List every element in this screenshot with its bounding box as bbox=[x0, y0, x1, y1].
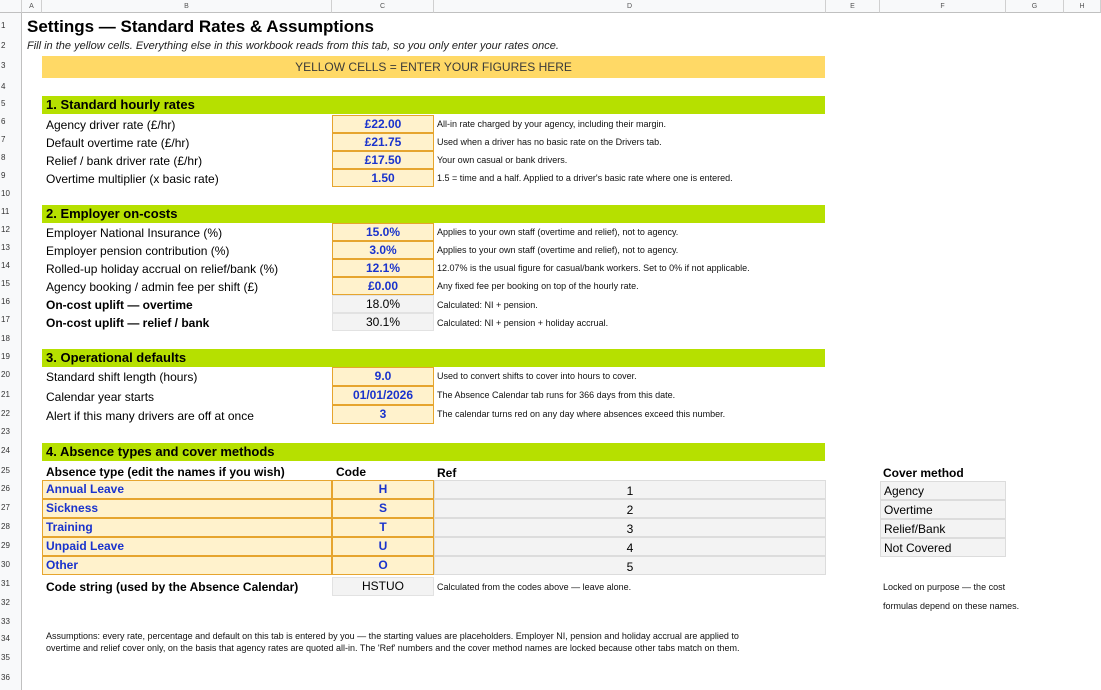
input-employer-pension[interactable]: 3.0% bbox=[332, 241, 434, 259]
row-number[interactable]: 8 bbox=[1, 153, 6, 162]
row-number[interactable]: 34 bbox=[1, 634, 10, 643]
row-number[interactable]: 18 bbox=[1, 334, 10, 343]
col-header-a[interactable]: A bbox=[22, 0, 42, 13]
absence-ref-training: 3 bbox=[434, 518, 826, 537]
note-shift-length: Used to convert shifts to cover into hours to cover. bbox=[437, 371, 637, 381]
col-header-e[interactable]: E bbox=[826, 0, 880, 13]
note-overtime-multiplier: 1.5 = time and a half. Applied to a driver's basic rate where one is entered. bbox=[437, 173, 733, 183]
input-calendar-start[interactable]: 01/01/2026 bbox=[332, 386, 434, 405]
label-overtime-rate: Default overtime rate (£/hr) bbox=[46, 136, 190, 150]
row-number[interactable]: 24 bbox=[1, 446, 10, 455]
row-number[interactable]: 33 bbox=[1, 617, 10, 626]
col-header-d[interactable]: D bbox=[434, 0, 826, 13]
label-uplift-relief: On-cost uplift — relief / bank bbox=[46, 316, 210, 330]
label-overtime-multiplier: Overtime multiplier (x basic rate) bbox=[46, 172, 219, 186]
absence-name-annual-leave[interactable]: Annual Leave bbox=[42, 480, 332, 499]
section-heading-absence: 4. Absence types and cover methods bbox=[42, 443, 825, 461]
label-employer-ni: Employer National Insurance (%) bbox=[46, 226, 223, 240]
col-title-ref: Ref bbox=[437, 466, 457, 480]
absence-code-other[interactable]: O bbox=[332, 556, 434, 575]
row-number[interactable]: 25 bbox=[1, 466, 10, 475]
absence-code-unpaid-leave[interactable]: U bbox=[332, 537, 434, 556]
value-uplift-overtime[interactable]: 18.0% bbox=[332, 295, 434, 313]
note-calendar-start: The Absence Calendar tab runs for 366 days from this date. bbox=[437, 390, 676, 400]
row-number[interactable]: 13 bbox=[1, 243, 10, 252]
row-number[interactable]: 20 bbox=[1, 370, 10, 379]
row-number[interactable]: 17 bbox=[1, 315, 10, 324]
row-number[interactable]: 26 bbox=[1, 484, 10, 493]
label-relief-rate: Relief / bank driver rate (£/hr) bbox=[46, 154, 203, 168]
cover-method-agency: Agency bbox=[880, 481, 1006, 500]
section-heading-oncosts: 2. Employer on-costs bbox=[42, 205, 825, 223]
absence-ref-other: 5 bbox=[434, 556, 826, 575]
col-header-g[interactable]: G bbox=[1006, 0, 1064, 13]
note-relief-rate: Your own casual or bank drivers. bbox=[437, 155, 568, 165]
note-alert-threshold: The calendar turns red on any day where absences exceed this number. bbox=[437, 409, 726, 419]
row-number[interactable]: 5 bbox=[1, 99, 6, 108]
note-employer-ni: Applies to your own staff (overtime and relief), not to agency. bbox=[437, 227, 679, 237]
note-uplift-relief: Calculated: NI + pension + holiday accrual. bbox=[437, 318, 609, 328]
absence-name-unpaid-leave[interactable]: Unpaid Leave bbox=[42, 537, 332, 556]
row-number[interactable]: 10 bbox=[1, 189, 10, 198]
assumptions-line-2: overtime and relief cover only, on the basis that agency rates are quoted all-in. The 'Ref' numbers and the cover method names are locked because other tabs match on them. bbox=[46, 643, 740, 653]
row-number[interactable]: 4 bbox=[1, 82, 6, 91]
row-number[interactable]: 21 bbox=[1, 390, 10, 399]
row-number[interactable]: 9 bbox=[1, 171, 6, 180]
row-number[interactable]: 30 bbox=[1, 560, 10, 569]
value-uplift-relief[interactable]: 30.1% bbox=[332, 313, 434, 331]
note-locked-line-2: formulas depend on these names. bbox=[883, 601, 1020, 611]
absence-code-annual-leave[interactable]: H bbox=[332, 480, 434, 499]
row-number[interactable]: 3 bbox=[1, 61, 6, 70]
cover-method-relief-bank: Relief/Bank bbox=[880, 519, 1006, 538]
note-agency-fee: Any fixed fee per booking on top of the hourly rate. bbox=[437, 281, 639, 291]
absence-ref-annual-leave: 1 bbox=[434, 480, 826, 499]
note-employer-pension: Applies to your own staff (overtime and relief), not to agency. bbox=[437, 245, 679, 255]
input-alert-threshold[interactable]: 3 bbox=[332, 405, 434, 424]
note-locked-line-1: Locked on purpose — the cost bbox=[883, 582, 1006, 592]
input-relief-rate[interactable]: £17.50 bbox=[332, 151, 434, 169]
col-header-f[interactable]: F bbox=[880, 0, 1006, 13]
note-code-string: Calculated from the codes above — leave alone. bbox=[437, 582, 632, 592]
input-overtime-rate[interactable]: £21.75 bbox=[332, 133, 434, 151]
input-employer-ni[interactable]: 15.0% bbox=[332, 223, 434, 241]
note-uplift-overtime: Calculated: NI + pension. bbox=[437, 300, 538, 310]
input-agency-fee[interactable]: £0.00 bbox=[332, 277, 434, 295]
absence-ref-sickness: 2 bbox=[434, 499, 826, 518]
cover-method-not-covered: Not Covered bbox=[880, 538, 1006, 557]
page-title: Settings — Standard Rates & Assumptions bbox=[27, 17, 374, 36]
label-shift-length: Standard shift length (hours) bbox=[46, 370, 198, 384]
absence-code-training[interactable]: T bbox=[332, 518, 434, 537]
absence-name-training[interactable]: Training bbox=[42, 518, 332, 537]
col-header-h[interactable]: H bbox=[1064, 0, 1101, 13]
row-number[interactable]: 32 bbox=[1, 598, 10, 607]
row-number[interactable]: 35 bbox=[1, 653, 10, 662]
absence-ref-unpaid-leave: 4 bbox=[434, 537, 826, 556]
row-number[interactable]: 11 bbox=[1, 207, 10, 216]
instruction-banner: YELLOW CELLS = ENTER YOUR FIGURES HERE bbox=[42, 56, 825, 78]
input-agency-rate[interactable]: £22.00 bbox=[332, 115, 434, 133]
label-agency-rate: Agency driver rate (£/hr) bbox=[46, 118, 176, 132]
row-number[interactable]: 27 bbox=[1, 503, 10, 512]
cover-method-overtime: Overtime bbox=[880, 500, 1006, 519]
row-number[interactable]: 28 bbox=[1, 522, 10, 531]
absence-name-sickness[interactable]: Sickness bbox=[42, 499, 332, 518]
row-number[interactable]: 12 bbox=[1, 225, 10, 234]
col-header-b[interactable]: B bbox=[42, 0, 332, 13]
row-number[interactable]: 19 bbox=[1, 352, 10, 361]
row-number[interactable]: 7 bbox=[1, 135, 6, 144]
col-title-code: Code bbox=[336, 465, 366, 479]
label-employer-pension: Employer pension contribution (%) bbox=[46, 244, 230, 258]
col-header-c[interactable]: C bbox=[332, 0, 434, 13]
absence-code-sickness[interactable]: S bbox=[332, 499, 434, 518]
row-number[interactable]: 6 bbox=[1, 117, 6, 126]
value-code-string[interactable]: HSTUO bbox=[332, 577, 434, 596]
input-overtime-multiplier[interactable]: 1.50 bbox=[332, 169, 434, 187]
select-all-corner[interactable] bbox=[0, 0, 22, 13]
assumptions-line-1: Assumptions: every rate, percentage and default on this tab is entered by you — the starting values are placeholders. Employer NI, pension and holiday accrual are applied to bbox=[46, 631, 739, 641]
row-number[interactable]: 2 bbox=[1, 41, 6, 50]
row-number[interactable]: 15 bbox=[1, 279, 10, 288]
label-agency-fee: Agency booking / admin fee per shift (£) bbox=[46, 280, 259, 294]
row-number[interactable]: 14 bbox=[1, 261, 10, 270]
page-subtitle: Fill in the yellow cells. Everything else in this workbook reads from this tab, so you only enter your rates once. bbox=[27, 40, 559, 52]
col-title-absence-type: Absence type (edit the names if you wish) bbox=[46, 465, 285, 479]
row-number[interactable]: 31 bbox=[1, 579, 10, 588]
label-holiday-accrual: Rolled-up holiday accrual on relief/bank (%) bbox=[46, 262, 279, 276]
label-code-string: Code string (used by the Absence Calendar) bbox=[46, 580, 299, 594]
input-holiday-accrual[interactable]: 12.1% bbox=[332, 259, 434, 277]
label-alert-threshold: Alert if this many drivers are off at once bbox=[46, 409, 254, 423]
note-overtime-rate: Used when a driver has no basic rate on the Drivers tab. bbox=[437, 137, 662, 147]
note-agency-rate: All-in rate charged by your agency, including their margin. bbox=[437, 119, 666, 129]
col-title-cover-method: Cover method bbox=[883, 466, 964, 480]
section-heading-defaults: 3. Operational defaults bbox=[42, 349, 825, 367]
row-number[interactable]: 36 bbox=[1, 673, 10, 682]
row-number[interactable]: 29 bbox=[1, 541, 10, 550]
label-uplift-overtime: On-cost uplift — overtime bbox=[46, 298, 193, 312]
label-calendar-start: Calendar year starts bbox=[46, 390, 155, 404]
absence-name-other[interactable]: Other bbox=[42, 556, 332, 575]
row-number[interactable]: 22 bbox=[1, 409, 10, 418]
note-holiday-accrual: 12.07% is the usual figure for casual/bank workers. Set to 0% if not applicable. bbox=[437, 263, 750, 273]
row-number[interactable]: 16 bbox=[1, 297, 10, 306]
input-shift-length[interactable]: 9.0 bbox=[332, 367, 434, 386]
row-number[interactable]: 1 bbox=[1, 21, 6, 30]
row-number[interactable]: 23 bbox=[1, 427, 10, 436]
section-heading-rates: 1. Standard hourly rates bbox=[42, 96, 825, 114]
